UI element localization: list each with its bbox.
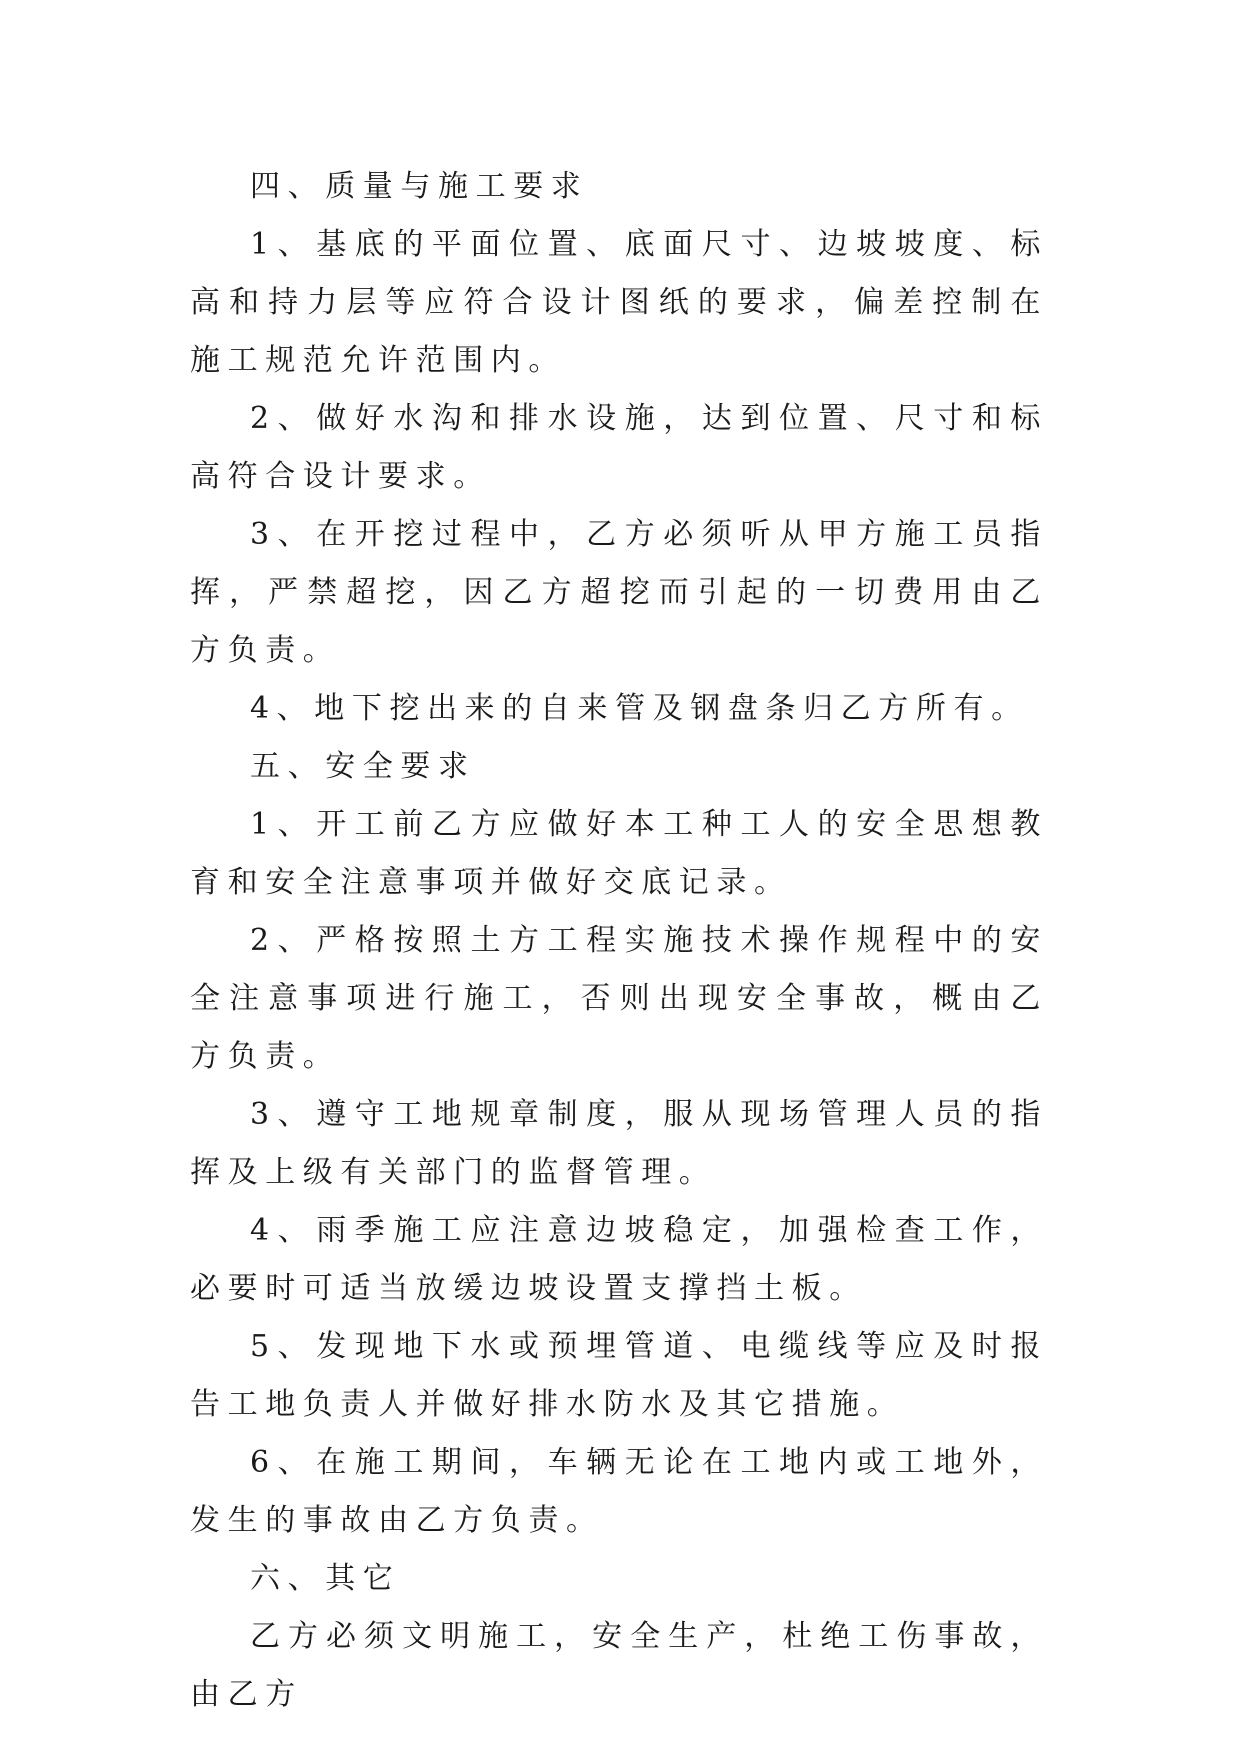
paragraph: 6、在施工期间，车辆无论在工地内或工地外，发生的事故由乙方负责。 xyxy=(190,1445,1048,1538)
document-body xyxy=(190,158,1048,1724)
paragraph: 2、做好水沟和排水设施，达到位置、尺寸和标高符合设计要求。 xyxy=(190,401,1048,494)
paragraph: 2、严格按照土方工程实施技术操作规程中的安全注意事项进行施工，否则出现安全事故，概由乙方负责。 xyxy=(190,923,1048,1074)
paragraph: 1、基底的平面位置、底面尺寸、边坡坡度、标高和持力层等应符合设计图纸的要求，偏差控制在施工规范允许范围内。 xyxy=(190,227,1048,378)
paragraph: 4、地下挖出来的自来管及钢盘条归乙方所有。 xyxy=(250,691,1029,726)
paragraph: 1、开工前乙方应做好本工种工人的安全思想教育和安全注意事项并做好交底记录。 xyxy=(190,807,1048,900)
paragraph: 4、雨季施工应注意边坡稳定，加强检查工作，必要时可适当放缓边坡设置支撑挡土板。 xyxy=(190,1213,1048,1306)
section-heading-safety: 五、安全要求 xyxy=(250,749,476,784)
section-heading-other: 六、其它 xyxy=(250,1561,401,1596)
paragraph: 3、遵守工地规章制度，服从现场管理人员的指挥及上级有关部门的监督管理。 xyxy=(190,1097,1048,1190)
section-heading-quality: 四、质量与施工要求 xyxy=(250,169,589,204)
paragraph: 5、发现地下水或预埋管道、电缆线等应及时报告工地负责人并做好排水防水及其它措施。 xyxy=(190,1329,1048,1422)
paragraph: 3、在开挖过程中，乙方必须听从甲方施工员指挥，严禁超挖，因乙方超挖而引起的一切费用由乙方负责。 xyxy=(190,517,1048,668)
paragraph: 乙方必须文明施工，安全生产，杜绝工伤事故，由乙方 xyxy=(190,1619,1048,1712)
